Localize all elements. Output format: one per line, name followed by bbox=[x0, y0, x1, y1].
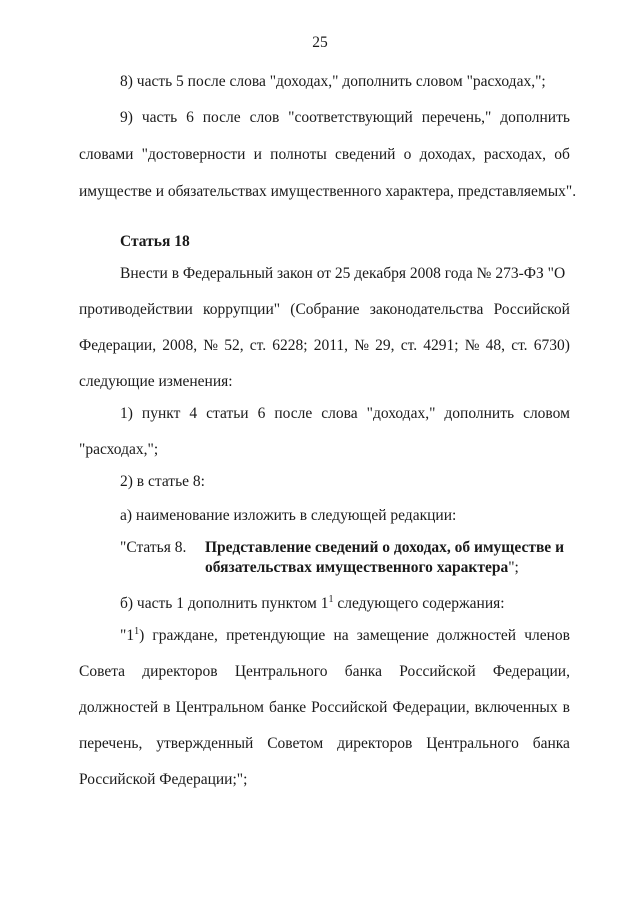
word: ст. bbox=[249, 337, 267, 354]
quote-superscript: 1 bbox=[134, 626, 140, 637]
quote-close: ) bbox=[139, 627, 145, 644]
word: законодательства bbox=[369, 301, 484, 318]
word: должностей bbox=[79, 699, 159, 716]
point-b bbox=[120, 594, 505, 614]
word: 48, bbox=[485, 337, 506, 354]
word: расходах, bbox=[483, 146, 547, 163]
word: граждане, bbox=[152, 627, 218, 644]
word: 29, bbox=[375, 337, 395, 354]
word: ст. bbox=[400, 337, 418, 354]
word: часть bbox=[141, 109, 178, 126]
word: банке bbox=[268, 699, 307, 716]
quote-line-5: Российской Федерации;"; bbox=[79, 771, 248, 788]
word: Российской bbox=[493, 301, 570, 318]
word: 1) bbox=[120, 405, 133, 422]
article-8-title-end: "; bbox=[508, 559, 519, 576]
word: должностей bbox=[436, 627, 517, 644]
item-8: 8) часть 5 после слова "доходах," дополнить словом "расходах,"; bbox=[120, 73, 546, 90]
word: сведений bbox=[334, 146, 396, 163]
quote-open: "1 bbox=[120, 627, 135, 644]
word: директоров bbox=[337, 735, 413, 752]
word: Российской bbox=[399, 663, 476, 680]
item-9-line-3: имуществе и обязательствах имущественного характера, представляемых". bbox=[79, 183, 577, 200]
item-9-line-1 bbox=[120, 108, 570, 128]
word: № bbox=[354, 337, 370, 354]
word: 6 bbox=[186, 109, 194, 126]
item-9-line-2 bbox=[79, 145, 570, 165]
word: 2008, bbox=[162, 337, 198, 354]
word: на bbox=[333, 627, 349, 644]
word: "достоверности bbox=[141, 146, 246, 163]
point-b-superscript: 1 bbox=[328, 594, 334, 605]
word: 52, bbox=[224, 337, 244, 354]
quote-line-2 bbox=[79, 662, 570, 682]
word: членов bbox=[524, 627, 570, 644]
word: дополнить bbox=[500, 109, 570, 126]
word: дополнить bbox=[444, 405, 515, 422]
word: словом bbox=[523, 405, 570, 422]
word: № bbox=[464, 337, 480, 354]
article-8-title-line-2: обязательствах имущественного характера bbox=[205, 559, 509, 576]
word: банка bbox=[532, 735, 570, 752]
point-1-line-1 bbox=[120, 404, 570, 424]
word: статьи bbox=[206, 405, 249, 422]
intro-line-4: следующие изменения: bbox=[79, 373, 233, 390]
word: (Собрание bbox=[290, 301, 360, 318]
word: банка bbox=[344, 663, 382, 680]
word: Федерации, bbox=[492, 663, 570, 680]
word: после bbox=[202, 109, 241, 126]
word: в bbox=[562, 699, 570, 716]
word: 4291; bbox=[423, 337, 459, 354]
quote-line-1 bbox=[120, 626, 570, 646]
word: "соответствующий bbox=[288, 109, 413, 126]
word: в bbox=[163, 699, 171, 716]
word: замещение bbox=[356, 627, 429, 644]
word: 6 bbox=[257, 405, 266, 422]
word: Центральном bbox=[175, 699, 264, 716]
point-b-text: б) часть 1 дополнить пунктом 1 bbox=[120, 595, 329, 612]
word: 6730) bbox=[533, 337, 570, 354]
point-a: а) наименование изложить в следующей редакции: bbox=[120, 507, 457, 524]
word: № bbox=[203, 337, 219, 354]
article-8-prefix: "Статья 8. bbox=[120, 539, 187, 556]
point-1-line-2: "расходах,"; bbox=[79, 441, 159, 458]
word: утвержденный bbox=[156, 735, 254, 752]
article-heading: Статья 18 bbox=[120, 233, 190, 250]
word: пункт bbox=[141, 405, 181, 422]
word: Центрального bbox=[234, 663, 328, 680]
word: претендующие bbox=[226, 627, 326, 644]
word: после bbox=[274, 405, 313, 422]
article-8-title-line-1: Представление сведений о доходах, об имуществе и bbox=[205, 539, 564, 556]
intro-line-2 bbox=[79, 300, 570, 320]
word: Центрального bbox=[426, 735, 519, 752]
point-b-text-end: следующего содержания: bbox=[333, 595, 505, 612]
word: полноты bbox=[270, 146, 327, 163]
word: перечень," bbox=[421, 109, 492, 126]
word: коррупции" bbox=[203, 301, 281, 318]
word: 4 bbox=[189, 405, 198, 422]
word: перечень, bbox=[79, 735, 143, 752]
word: директоров bbox=[142, 663, 218, 680]
word: Федерации, bbox=[392, 699, 470, 716]
intro-line-3 bbox=[79, 336, 570, 356]
word: "доходах," bbox=[366, 405, 436, 422]
word: о bbox=[403, 146, 412, 163]
word: слов bbox=[249, 109, 280, 126]
word: Российской bbox=[311, 699, 388, 716]
word: противодействии bbox=[79, 301, 193, 318]
word: доходах, bbox=[419, 146, 476, 163]
word: 9) bbox=[120, 109, 133, 126]
word: ст. bbox=[511, 337, 528, 354]
word: и bbox=[253, 146, 262, 163]
quote-line-3 bbox=[79, 698, 570, 718]
quote-item-number bbox=[120, 626, 144, 646]
word: 6228; bbox=[272, 337, 308, 354]
intro-line-1: Внести в Федеральный закон от 25 декабря 2008 года № 273-ФЗ "О bbox=[120, 265, 566, 282]
page-number: 25 bbox=[312, 34, 328, 51]
word: Федерации, bbox=[79, 337, 157, 354]
word: Совета bbox=[79, 663, 126, 680]
word: Советом bbox=[267, 735, 324, 752]
word: включенных bbox=[474, 699, 558, 716]
word: об bbox=[554, 146, 570, 163]
word: словами bbox=[79, 146, 134, 163]
word: 2011, bbox=[313, 337, 349, 354]
article-8-title-block bbox=[120, 538, 570, 578]
quote-line-4 bbox=[79, 734, 570, 754]
point-2: 2) в статье 8: bbox=[120, 473, 205, 490]
word: слова bbox=[321, 405, 358, 422]
